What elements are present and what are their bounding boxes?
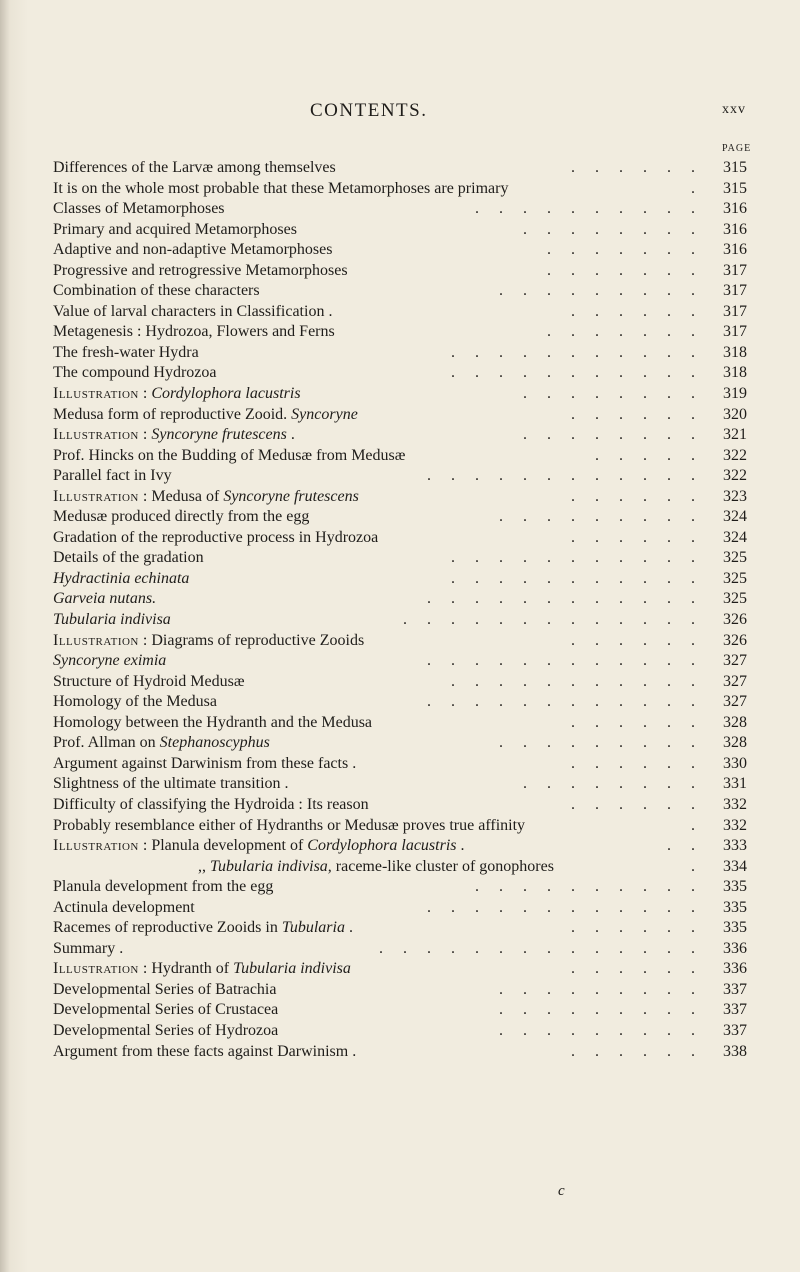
toc-page-number: 325: [723, 590, 747, 608]
toc-entry-text: Illustration: [53, 631, 139, 649]
toc-page-number: 335: [723, 878, 747, 896]
toc-entry-text: Summary .: [53, 939, 124, 957]
toc-entry-text: Value of larval characters in Classification .: [53, 302, 333, 320]
table-of-contents: [53, 158, 753, 1062]
toc-entry-title: [53, 158, 336, 179]
dot-leader: . . . . . . . . . . . .: [427, 467, 703, 485]
toc-entry-text: Cordylophora lacustris: [307, 837, 457, 855]
dot-leader: . .: [667, 837, 703, 855]
toc-entry-title: [53, 631, 364, 652]
toc-entry-title: [53, 220, 297, 241]
toc-entry-title: [53, 1000, 278, 1021]
toc-entry: [53, 487, 753, 508]
toc-entry-title: [53, 507, 309, 528]
toc-entry-title: [53, 1042, 356, 1063]
toc-entry-text: : Planula development of: [138, 837, 308, 855]
toc-entry-title: [53, 795, 369, 816]
toc-entry: [53, 733, 753, 754]
toc-entry-text: Difficulty of classifying the Hydroida : Its reason: [53, 795, 369, 813]
dot-leader: . . . . . . . . . . . . . .: [379, 939, 703, 957]
toc-entry-title: [53, 322, 335, 343]
toc-entry-title: [53, 816, 525, 837]
dot-leader: . . . . . .: [571, 631, 703, 649]
toc-entry-title: [53, 959, 351, 980]
toc-page-number: 327: [723, 672, 747, 690]
dot-leader: . . . . . .: [571, 713, 703, 731]
toc-entry: [53, 569, 753, 590]
toc-entry-text: The compound Hydrozoa: [53, 364, 217, 382]
toc-entry-text: Cordylophora lacustris: [151, 385, 301, 403]
toc-page-number: 328: [723, 734, 747, 752]
toc-entry-text: Parallel fact in Ivy: [53, 467, 172, 485]
toc-entry-title: [53, 425, 295, 446]
toc-page-number: 318: [723, 364, 747, 382]
toc-entry: [53, 425, 753, 446]
toc-entry-text: Illustration: [53, 837, 139, 855]
toc-entry-text: Syncoryne frutescens: [151, 426, 287, 444]
toc-page-number: 327: [723, 652, 747, 670]
toc-entry: [53, 980, 753, 1001]
toc-page-number: 317: [723, 323, 747, 341]
toc-entry: [53, 1000, 753, 1021]
toc-entry-title: [53, 692, 217, 713]
toc-entry: [53, 548, 753, 569]
toc-entry-text: Syncoryne: [291, 405, 358, 423]
dot-leader: . . . . . . .: [547, 241, 703, 259]
dot-leader: . . . . . . . . .: [499, 1001, 703, 1019]
toc-entry-text: Syncoryne eximia: [53, 652, 167, 670]
dot-leader: . . . . . .: [571, 795, 703, 813]
dot-leader: . . . . . . . . . . . .: [427, 590, 703, 608]
toc-page-number: 336: [723, 960, 747, 978]
toc-entry-text: Developmental Series of Batrachia: [53, 980, 277, 998]
toc-entry-title: [53, 261, 348, 282]
toc-page-number: 319: [723, 385, 747, 403]
toc-entry-text: Tubularia indivisa: [53, 611, 171, 629]
toc-page-number: 316: [723, 241, 747, 259]
toc-entry-text: :: [138, 385, 152, 403]
dot-leader: . . . . . .: [571, 487, 703, 505]
toc-entry-title: [53, 302, 332, 323]
toc-entry-title: [53, 857, 554, 878]
toc-entry-title: [53, 651, 166, 672]
toc-entry-text: Argument against Darwinism from these facts .: [53, 754, 357, 772]
dot-leader: . . . . . .: [571, 302, 703, 320]
toc-entry-title: [53, 672, 245, 693]
toc-entry-text: Prof. Allman on: [53, 734, 160, 752]
dot-leader: . . . . . .: [571, 754, 703, 772]
toc-entry: [53, 343, 753, 364]
toc-entry: [53, 240, 753, 261]
toc-entry: [53, 610, 753, 631]
dot-leader: . . . . .: [595, 446, 703, 464]
page-column-heading: PAGE: [722, 143, 752, 154]
toc-entry-title: [53, 281, 260, 302]
toc-entry-text: Adaptive and non-adaptive Metamorphoses: [53, 241, 333, 259]
toc-entry-title: [53, 446, 405, 467]
toc-page-number: 337: [723, 1021, 747, 1039]
toc-page-number: 332: [723, 816, 747, 834]
toc-page-number: 334: [723, 857, 747, 875]
dot-leader: .: [691, 857, 703, 875]
toc-entry-title: [53, 939, 123, 960]
dot-leader: . . . . . .: [571, 528, 703, 546]
toc-entry: [53, 363, 753, 384]
toc-entry: [53, 322, 753, 343]
toc-entry-text: Developmental Series of Hydrozoa: [53, 1021, 279, 1039]
toc-page-number: 330: [723, 754, 747, 772]
dot-leader: . . . . . . . . . . .: [451, 549, 703, 567]
toc-entry-text: Details of the gradation: [53, 549, 204, 567]
toc-entry-text: Argument from these facts against Darwinism .: [53, 1042, 357, 1060]
toc-entry-title: [53, 733, 270, 754]
toc-entry-text: Stephanoscyphus: [159, 734, 270, 752]
toc-entry-title: [53, 179, 508, 200]
toc-entry: [53, 692, 753, 713]
toc-page-number: 331: [723, 775, 747, 793]
toc-entry-title: [53, 466, 172, 487]
dot-leader: . . . . . . . . .: [499, 734, 703, 752]
toc-entry-text: .: [286, 426, 295, 444]
toc-entry: [53, 158, 753, 179]
toc-entry: [53, 405, 753, 426]
toc-entry: [53, 281, 753, 302]
toc-page-number: 325: [723, 569, 747, 587]
toc-entry-text: Tubularia indivisa,: [210, 857, 332, 875]
toc-entry: [53, 836, 753, 857]
dot-leader: . . . . . .: [571, 1042, 703, 1060]
toc-entry: [53, 857, 753, 878]
toc-entry-text: Probably resemblance either of Hydranths or Medusæ proves true affinity: [53, 816, 526, 834]
toc-entry-text: Garveia nutans.: [53, 590, 157, 608]
toc-entry-text: Planula development from the egg: [53, 878, 274, 896]
toc-entry-title: [53, 199, 225, 220]
dot-leader: . . . . . . . . .: [499, 980, 703, 998]
toc-entry-text: : Diagrams of reproductive Zooids: [138, 631, 365, 649]
toc-page-number: 338: [723, 1042, 747, 1060]
toc-entry: [53, 179, 753, 200]
dot-leader: . . . . . . . . . . . . .: [403, 611, 703, 629]
toc-entry-title: [53, 610, 171, 631]
toc-entry-text: Illustration: [53, 426, 139, 444]
toc-entry-text: Medusa form of reproductive Zooid.: [53, 405, 292, 423]
toc-entry-text: Structure of Hydroid Medusæ: [53, 672, 245, 690]
toc-entry-title: [53, 898, 195, 919]
toc-entry: [53, 631, 753, 652]
toc-entry-text: Combination of these characters: [53, 282, 260, 300]
toc-page-number: 335: [723, 898, 747, 916]
toc-page-number: 317: [723, 261, 747, 279]
dot-leader: . . . . . . . . . . .: [451, 672, 703, 690]
dot-leader: . . . . . . . . . . .: [451, 569, 703, 587]
toc-page-number: 324: [723, 508, 747, 526]
toc-entry: [53, 651, 753, 672]
dot-leader: . . . . . . . .: [523, 775, 703, 793]
toc-entry-text: Metagenesis : Hydrozoa, Flowers and Ferns: [53, 323, 335, 341]
toc-entry: [53, 466, 753, 487]
toc-page-number: 315: [723, 159, 747, 176]
toc-page-number: 336: [723, 939, 747, 957]
dot-leader: . . . . . . .: [547, 261, 703, 279]
toc-entry-text: Differences of the Larvæ among themselves: [53, 159, 336, 176]
toc-entry-text: :: [138, 426, 152, 444]
dot-leader: . . . . . . . . . .: [475, 878, 703, 896]
toc-entry-title: [53, 548, 204, 569]
toc-page-number: 316: [723, 220, 747, 238]
toc-entry-text: : Medusa of: [138, 487, 224, 505]
dot-leader: . . . . . . .: [547, 323, 703, 341]
toc-entry-text: Homology between the Hydranth and the Medusa: [53, 713, 373, 731]
toc-entry: [53, 774, 753, 795]
toc-entry: [53, 898, 753, 919]
toc-page-number: 322: [723, 467, 747, 485]
toc-entry-text: Illustration: [53, 487, 139, 505]
signature-mark: c: [558, 1183, 565, 1199]
toc-entry-text: .: [456, 837, 465, 855]
toc-entry-title: [53, 918, 353, 939]
toc-entry: [53, 446, 753, 467]
toc-entry: [53, 384, 753, 405]
toc-page-number: 321: [723, 426, 747, 444]
toc-page-number: 327: [723, 693, 747, 711]
toc-page-number: 333: [723, 837, 747, 855]
toc-entry-text: Developmental Series of Crustacea: [53, 1001, 279, 1019]
toc-page-number: 335: [723, 919, 747, 937]
toc-entry-text: ,,: [198, 857, 210, 875]
toc-entry-text: Medusæ produced directly from the egg: [53, 508, 310, 526]
toc-entry-title: [53, 713, 372, 734]
page-header: [0, 100, 800, 124]
dot-leader: . . . . . . . . . . .: [451, 364, 703, 382]
toc-entry-title: [53, 363, 217, 384]
page-number: xxv: [722, 102, 746, 117]
toc-entry-text: Homology of the Medusa: [53, 693, 217, 711]
toc-entry-text: Classes of Metamorphoses: [53, 200, 225, 218]
toc-page-number: 322: [723, 446, 747, 464]
toc-page-number: 326: [723, 611, 747, 629]
toc-entry-text: Hydractinia echinata: [53, 569, 190, 587]
toc-entry: [53, 220, 753, 241]
toc-entry-text: Gradation of the reproductive process in Hydrozoa: [53, 528, 379, 546]
toc-page-number: 315: [723, 179, 747, 197]
toc-entry-text: Illustration: [53, 385, 139, 403]
toc-entry-title: [53, 405, 358, 426]
toc-entry: [53, 713, 753, 734]
toc-page-number: 325: [723, 549, 747, 567]
toc-entry-text: It is on the whole most probable that these Metamorphoses are primary: [53, 179, 509, 197]
toc-entry-title: [53, 774, 289, 795]
toc-page-number: 317: [723, 282, 747, 300]
toc-entry-title: [53, 384, 301, 405]
dot-leader: . . . . . . . . . . . .: [427, 652, 703, 670]
toc-entry-text: .: [344, 919, 353, 937]
toc-entry-text: Racemes of reproductive Zooids in: [53, 919, 282, 937]
toc-entry: [53, 1042, 753, 1063]
running-title: CONTENTS.: [310, 100, 428, 121]
toc-entry-title: [53, 343, 199, 364]
toc-entry-title: [53, 1021, 278, 1042]
dot-leader: . . . . . . . .: [523, 220, 703, 238]
toc-entry: [53, 877, 753, 898]
toc-page-number: 318: [723, 343, 747, 361]
dot-leader: . . . . . . . .: [523, 385, 703, 403]
toc-entry-text: Illustration: [53, 960, 139, 978]
toc-entry: [53, 959, 753, 980]
toc-entry-text: Prof. Hincks on the Budding of Medusæ from Medusæ: [53, 446, 406, 464]
toc-entry-title: [53, 589, 156, 610]
toc-entry-text: The fresh-water Hydra: [53, 343, 199, 361]
dot-leader: . . . . . .: [571, 960, 703, 978]
toc-entry: [53, 1021, 753, 1042]
dot-leader: . . . . . . . . . . . .: [427, 693, 703, 711]
toc-entry-title: [53, 836, 465, 857]
dot-leader: .: [691, 179, 703, 197]
toc-entry-title: [53, 877, 273, 898]
toc-entry-text: Actinula development: [53, 898, 195, 916]
toc-entry-text: Slightness of the ultimate transition .: [53, 775, 289, 793]
toc-entry-text: Progressive and retrogressive Metamorphoses: [53, 261, 348, 279]
toc-entry: [53, 672, 753, 693]
toc-entry-title: [53, 240, 332, 261]
toc-entry-text: : Hydranth of: [138, 960, 234, 978]
dot-leader: . . . . . . . . .: [499, 508, 703, 526]
toc-entry-text: Syncoryne frutescens: [223, 487, 359, 505]
toc-entry: [53, 589, 753, 610]
toc-entry: [53, 528, 753, 549]
dot-leader: . . . . . .: [571, 405, 703, 423]
dot-leader: . . . . . . . . .: [499, 282, 703, 300]
toc-entry-title: [53, 754, 356, 775]
toc-entry: [53, 918, 753, 939]
dot-leader: . . . . . . . . . .: [475, 200, 703, 218]
toc-entry-text: raceme-like cluster of gonophores: [331, 857, 554, 875]
toc-entry: [53, 507, 753, 528]
toc-entry: [53, 199, 753, 220]
dot-leader: . . . . . .: [571, 919, 703, 937]
toc-entry-title: [53, 487, 359, 508]
toc-entry: [53, 302, 753, 323]
toc-entry: [53, 795, 753, 816]
dot-leader: . . . . . . . .: [523, 426, 703, 444]
toc-page-number: 328: [723, 713, 747, 731]
toc-entry: [53, 816, 753, 837]
toc-entry-title: [53, 569, 189, 590]
toc-page-number: 316: [723, 200, 747, 218]
toc-entry-text: Tubularia: [281, 919, 345, 937]
dot-leader: . . . . . . . . . . .: [451, 343, 703, 361]
dot-leader: . . . . . . . . . . . .: [427, 898, 703, 916]
toc-page-number: 323: [723, 487, 747, 505]
toc-page-number: 320: [723, 405, 747, 423]
toc-page-number: 337: [723, 980, 747, 998]
dot-leader: .: [691, 816, 703, 834]
toc-entry-title: [53, 528, 378, 549]
toc-page-number: 337: [723, 1001, 747, 1019]
toc-entry: [53, 261, 753, 282]
dot-leader: . . . . . .: [571, 159, 703, 176]
toc-entry: [53, 939, 753, 960]
toc-entry-text: Tubularia indivisa: [233, 960, 351, 978]
toc-entry-title: [53, 980, 276, 1001]
toc-page-number: 317: [723, 302, 747, 320]
toc-page-number: 324: [723, 528, 747, 546]
toc-page-number: 332: [723, 795, 747, 813]
dot-leader: . . . . . . . . .: [499, 1021, 703, 1039]
toc-page-number: 326: [723, 631, 747, 649]
toc-entry: [53, 754, 753, 775]
toc-entry-text: Primary and acquired Metamorphoses: [53, 220, 297, 238]
